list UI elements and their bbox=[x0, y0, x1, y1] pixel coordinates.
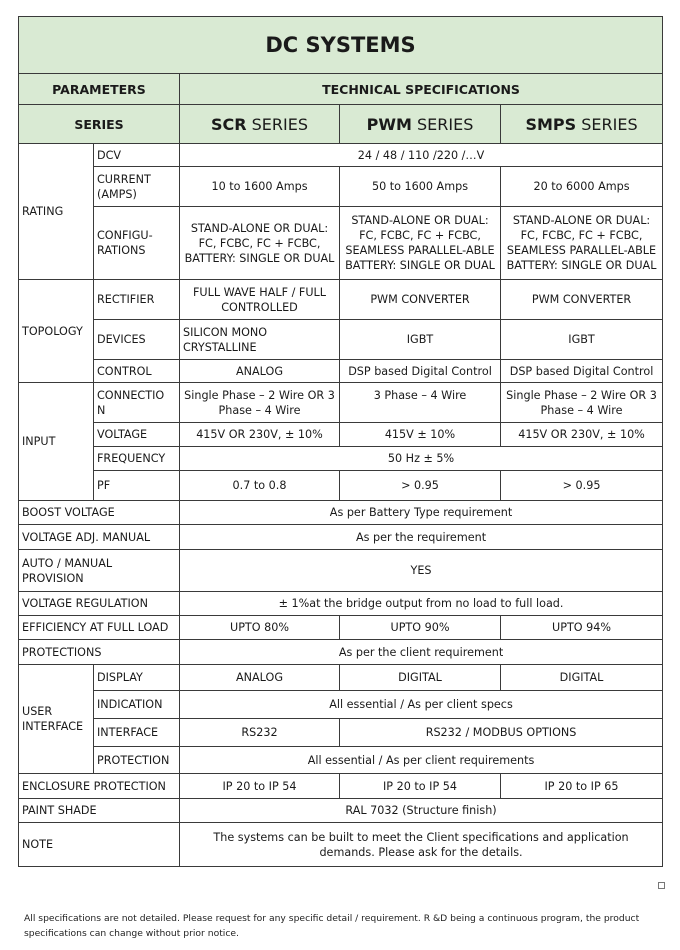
boost-label: BOOST VOLTAGE bbox=[19, 501, 180, 525]
auto-label: AUTO / MANUAL PROVISION bbox=[19, 550, 180, 592]
page-title: DC SYSTEMS bbox=[19, 17, 663, 74]
smps-series-bold: SMPS bbox=[525, 114, 577, 134]
ui-protection-value: All essential / As per client requirements bbox=[180, 747, 663, 774]
config-smps: STAND-ALONE OR DUAL: FC, FCBC, FC + FCBC, SEAMLESS PARALLEL-ABLE BATTERY: SINGLE OR DUAL bbox=[501, 207, 663, 280]
table-row bbox=[19, 691, 663, 719]
display-scr: ANALOG bbox=[180, 665, 340, 691]
control-label: CONTROL bbox=[94, 360, 180, 383]
eff-pwm: UPTO 90% bbox=[340, 616, 501, 640]
table-row bbox=[19, 280, 663, 320]
table-row bbox=[19, 423, 663, 447]
current-smps: 20 to 6000 Amps bbox=[501, 167, 663, 207]
table-row bbox=[19, 665, 663, 691]
control-smps: DSP based Digital Control bbox=[501, 360, 663, 383]
paint-value: RAL 7032 (Structure finish) bbox=[180, 799, 663, 823]
table-row bbox=[19, 447, 663, 471]
config-scr: STAND-ALONE OR DUAL: FC, FCBC, FC + FCBC, BATTERY: SINGLE OR DUAL bbox=[180, 207, 340, 280]
rating-group-label: RATING bbox=[19, 144, 94, 280]
paint-label: PAINT SHADE bbox=[19, 799, 180, 823]
devices-pwm: IGBT bbox=[340, 320, 501, 360]
enclosure-label: ENCLOSURE PROTECTION bbox=[19, 774, 180, 799]
connection-pwm: 3 Phase – 4 Wire bbox=[340, 383, 501, 423]
small-square-marker bbox=[658, 882, 665, 889]
rectifier-scr: FULL WAVE HALF / FULL CONTROLLED bbox=[180, 280, 340, 320]
current-label: CURRENT (AMPS) bbox=[94, 167, 180, 207]
table-row bbox=[19, 774, 663, 799]
scr-series-header bbox=[180, 105, 340, 144]
scr-series-rest: SERIES bbox=[246, 114, 309, 134]
topology-group-label: TOPOLOGY bbox=[19, 280, 94, 383]
devices-smps: IGBT bbox=[501, 320, 663, 360]
frequency-label: FREQUENCY bbox=[94, 447, 180, 471]
rectifier-smps: PWM CONVERTER bbox=[501, 280, 663, 320]
vreg-label: VOLTAGE REGULATION bbox=[19, 592, 180, 616]
protections-value: As per the client requirement bbox=[180, 640, 663, 665]
table-row bbox=[19, 640, 663, 665]
note-value: The systems can be built to meet the Client specifications and application demands. Please ask for the details. bbox=[180, 823, 663, 867]
devices-label: DEVICES bbox=[94, 320, 180, 360]
table-row bbox=[19, 799, 663, 823]
pwm-series-bold: PWM bbox=[366, 114, 412, 134]
input-group-label: INPUT bbox=[19, 383, 94, 501]
dcv-label: DCV bbox=[94, 144, 180, 167]
auto-value: YES bbox=[180, 550, 663, 592]
ui-group-label: USER INTERFACE bbox=[19, 665, 94, 774]
series-row bbox=[19, 105, 663, 144]
table-row bbox=[19, 383, 663, 423]
table-row bbox=[19, 719, 663, 747]
table-row bbox=[19, 501, 663, 525]
config-pwm: STAND-ALONE OR DUAL: FC, FCBC, FC + FCBC, SEAMLESS PARALLEL-ABLE BATTERY: SINGLE OR DUAL bbox=[340, 207, 501, 280]
pf-label: PF bbox=[94, 471, 180, 501]
table-row bbox=[19, 747, 663, 774]
table-row bbox=[19, 360, 663, 383]
smps-series-header bbox=[501, 105, 663, 144]
indication-label: INDICATION bbox=[94, 691, 180, 719]
vadj-label: VOLTAGE ADJ. MANUAL bbox=[19, 525, 180, 550]
pf-smps: > 0.95 bbox=[501, 471, 663, 501]
display-pwm: DIGITAL bbox=[340, 665, 501, 691]
voltage-scr: 415V OR 230V, ± 10% bbox=[180, 423, 340, 447]
table-row bbox=[19, 167, 663, 207]
table-row bbox=[19, 823, 663, 867]
series-label: SERIES bbox=[19, 105, 180, 144]
smps-series-rest: SERIES bbox=[576, 114, 638, 134]
current-pwm: 50 to 1600 Amps bbox=[340, 167, 501, 207]
boost-value: As per Battery Type requirement bbox=[180, 501, 663, 525]
parameters-header: PARAMETERS bbox=[19, 74, 180, 105]
title-row bbox=[19, 17, 663, 74]
display-smps: DIGITAL bbox=[501, 665, 663, 691]
vreg-value: ± 1%at the bridge output from no load to full load. bbox=[180, 592, 663, 616]
table-row bbox=[19, 550, 663, 592]
enclosure-smps: IP 20 to IP 65 bbox=[501, 774, 663, 799]
frequency-value: 50 Hz ± 5% bbox=[180, 447, 663, 471]
interface-scr: RS232 bbox=[180, 719, 340, 747]
table-row bbox=[19, 592, 663, 616]
header-row bbox=[19, 74, 663, 105]
pwm-series-header bbox=[340, 105, 501, 144]
table-row bbox=[19, 320, 663, 360]
devices-scr: SILICON MONO CRYSTALLINE bbox=[180, 320, 340, 360]
voltage-pwm: 415V ± 10% bbox=[340, 423, 501, 447]
interface-pwm-smps: RS232 / MODBUS OPTIONS bbox=[340, 719, 663, 747]
pf-scr: 0.7 to 0.8 bbox=[180, 471, 340, 501]
pf-pwm: > 0.95 bbox=[340, 471, 501, 501]
note-label: NOTE bbox=[19, 823, 180, 867]
rectifier-pwm: PWM CONVERTER bbox=[340, 280, 501, 320]
table-row bbox=[19, 525, 663, 550]
vadj-value: As per the requirement bbox=[180, 525, 663, 550]
connection-label: CONNECTIO N bbox=[94, 383, 180, 423]
protections-label: PROTECTIONS bbox=[19, 640, 180, 665]
current-scr: 10 to 1600 Amps bbox=[180, 167, 340, 207]
dcv-value: 24 / 48 / 110 /220 /…V bbox=[180, 144, 663, 167]
control-pwm: DSP based Digital Control bbox=[340, 360, 501, 383]
eff-label: EFFICIENCY AT FULL LOAD bbox=[19, 616, 180, 640]
display-label: DISPLAY bbox=[94, 665, 180, 691]
enclosure-scr: IP 20 to IP 54 bbox=[180, 774, 340, 799]
enclosure-pwm: IP 20 to IP 54 bbox=[340, 774, 501, 799]
voltage-label: VOLTAGE bbox=[94, 423, 180, 447]
connection-scr: Single Phase – 2 Wire OR 3 Phase – 4 Wire bbox=[180, 383, 340, 423]
table-row bbox=[19, 616, 663, 640]
table-row bbox=[19, 471, 663, 501]
eff-scr: UPTO 80% bbox=[180, 616, 340, 640]
connection-smps: Single Phase – 2 Wire OR 3 Phase – 4 Wire bbox=[501, 383, 663, 423]
tech-specs-header: TECHNICAL SPECIFICATIONS bbox=[180, 74, 663, 105]
dc-systems-spec-table bbox=[18, 16, 663, 867]
control-scr: ANALOG bbox=[180, 360, 340, 383]
indication-value: All essential / As per client specs bbox=[180, 691, 663, 719]
config-label: CONFIGU-RATIONS bbox=[94, 207, 180, 280]
table-row bbox=[19, 144, 663, 167]
eff-smps: UPTO 94% bbox=[501, 616, 663, 640]
rectifier-label: RECTIFIER bbox=[94, 280, 180, 320]
scr-series-bold: SCR bbox=[210, 114, 247, 134]
pwm-series-rest: SERIES bbox=[411, 114, 474, 134]
interface-label: INTERFACE bbox=[94, 719, 180, 747]
voltage-smps: 415V OR 230V, ± 10% bbox=[501, 423, 663, 447]
table-row bbox=[19, 207, 663, 280]
ui-protection-label: PROTECTION bbox=[94, 747, 180, 774]
footer-disclaimer: All specifications are not detailed. Please request for any specific detail / requirement. R &D being a continuous program, the product specifications can change without prior notice. bbox=[24, 913, 640, 939]
